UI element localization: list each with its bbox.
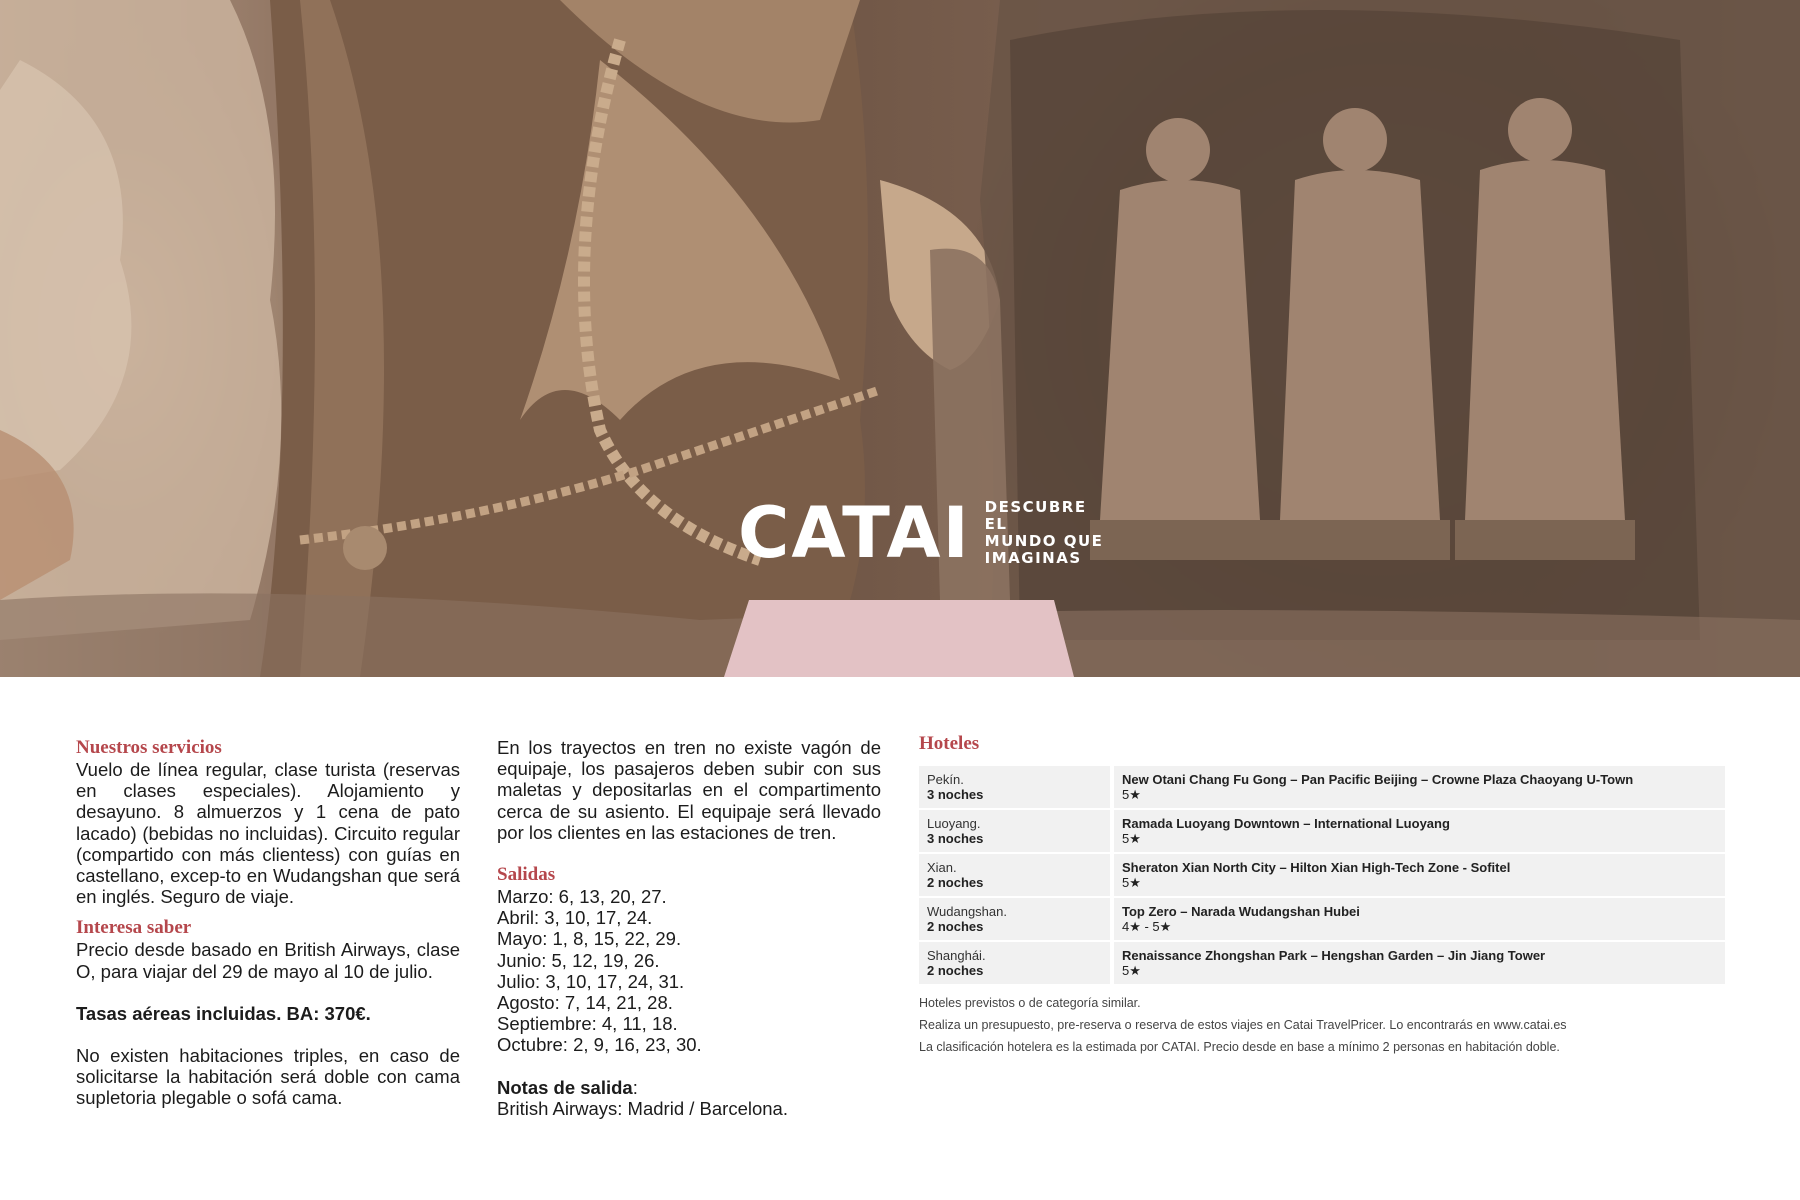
logo-wordmark: CATAI	[738, 492, 971, 574]
hotel-name-cell	[1114, 898, 1725, 940]
salida-item: Agosto: 7, 14, 21, 28.	[497, 992, 673, 1014]
interesa-text: Precio desde basado en British Airways, clase O, para viajar del 29 de mayo al 10 de julio.	[76, 939, 460, 982]
hotel-names: Top Zero – Narada Wudangshan Hubei	[1122, 904, 1360, 919]
hotel-city-cell	[919, 942, 1110, 984]
hotel-note: Realiza un presupuesto, pre-reserva o reserva de estos viajes en Catai TravelPricer. Lo encontrarás en www.catai.es	[919, 1018, 1567, 1032]
hotel-names: Ramada Luoyang Downtown – International Luoyang	[1122, 816, 1450, 831]
notas-colon: :	[632, 1076, 638, 1098]
tagline-line-3: IMAGINAS	[984, 549, 1082, 567]
logo-tagline	[985, 499, 1115, 567]
tagline-line-2: MUNDO QUE	[984, 532, 1104, 550]
notas-heading	[497, 1077, 881, 1098]
pink-tab	[724, 600, 1074, 677]
hotel-city-cell	[919, 898, 1110, 940]
column-services	[76, 737, 460, 1109]
salidas-heading: Salidas	[497, 864, 556, 886]
hotel-stars: 5★	[1122, 831, 1141, 846]
hotel-city-cell	[919, 766, 1110, 808]
hotel-note: La clasificación hotelera es la estimada por CATAI. Precio desde en base a mínimo 2 personas en habitación doble.	[919, 1040, 1560, 1054]
hotel-nights: 2 noches	[927, 963, 984, 978]
salida-item: Abril: 3, 10, 17, 24.	[497, 907, 653, 929]
salida-item: Septiembre: 4, 11, 18.	[497, 1013, 678, 1035]
hotel-stars: 5★	[1122, 963, 1141, 978]
salida-item: Julio: 3, 10, 17, 24, 31.	[497, 970, 685, 992]
hoteles-heading: Hoteles	[919, 733, 980, 754]
hotel-city-cell	[919, 810, 1110, 852]
hotel-names: Sheraton Xian North City – Hilton Xian High-Tech Zone - Sofitel	[1122, 860, 1511, 875]
servicios-text: Vuelo de línea regular, clase turista (reservas en clases especiales). Alojamiento y desayuno. 8 almuerzos y 1 cena de pato lacado) (bebidas no incluidas). Circuito regular (compartido con más clientess) con guías en castellano, excep-to en Wudangshan que será en inglés. Seguro de viaje.	[76, 759, 460, 908]
servicios-heading: Nuestros servicios	[76, 737, 222, 758]
hotel-names: Renaissance Zhongshan Park – Hengshan Garden – Jin Jiang Tower	[1122, 948, 1546, 963]
hotel-name-cell	[1114, 942, 1725, 984]
hotel-stars: 5★	[1122, 787, 1141, 802]
hotel-city-cell	[919, 854, 1110, 896]
tasas-text: Tasas aéreas incluidas. BA: 370€.	[76, 1002, 371, 1024]
triples-text: No existen habitaciones triples, en caso de solicitarse la habitación será doble con cama supletoria plegable o sofá cama.	[76, 1045, 460, 1109]
hotels-section	[919, 733, 1725, 1058]
hotel-city: Shanghái.	[927, 948, 986, 963]
hotel-stars: 4★ - 5★	[1122, 919, 1172, 934]
hotel-nights: 2 noches	[927, 875, 984, 890]
hotel-names: New Otani Chang Fu Gong – Pan Pacific Beijing – Crowne Plaza Chaoyang U-Town	[1122, 772, 1634, 787]
salida-item: Mayo: 1, 8, 15, 22, 29.	[497, 928, 682, 950]
notas-text: British Airways: Madrid / Barcelona.	[497, 1097, 788, 1119]
hotel-name-cell	[1114, 766, 1725, 808]
hotel-nights: 2 noches	[927, 919, 984, 934]
hotel-row	[919, 942, 1725, 984]
hotel-city: Luoyang.	[927, 816, 981, 831]
interesa-heading: Interesa saber	[76, 917, 192, 939]
column-departures	[497, 737, 881, 1119]
hotel-stars: 5★	[1122, 875, 1141, 890]
tagline-line-1: DESCUBRE EL	[984, 498, 1087, 533]
hotel-city: Wudangshan.	[927, 904, 1007, 919]
hotel-row	[919, 766, 1725, 808]
hotel-row	[919, 810, 1725, 852]
hotel-notes	[919, 992, 1725, 1058]
hotel-row	[919, 898, 1725, 940]
salida-item: Marzo: 6, 13, 20, 27.	[497, 886, 667, 908]
hotel-nights: 3 noches	[927, 787, 984, 802]
salidas-list	[497, 886, 881, 1056]
tren-text: En los trayectos en tren no existe vagón de equipaje, los pasajeros deben subir con sus maletas y depositarlas en el compartimento cerca de su asiento. El equipaje será llevado por los clientes en las estaciones de tren.	[497, 737, 881, 843]
hotel-note: Hoteles previstos o de categoría similar.	[919, 996, 1141, 1010]
hotel-city: Xian.	[927, 860, 957, 875]
hotel-row	[919, 854, 1725, 896]
hotel-name-cell	[1114, 854, 1725, 896]
hotel-city: Pekín.	[927, 772, 964, 787]
notas-title: Notas de salida	[497, 1076, 633, 1098]
salida-item: Junio: 5, 12, 19, 26.	[497, 949, 660, 971]
catai-logo	[738, 492, 1115, 574]
hotel-nights: 3 noches	[927, 831, 984, 846]
salida-item: Octubre: 2, 9, 16, 23, 30.	[497, 1034, 702, 1056]
hotel-name-cell	[1114, 810, 1725, 852]
